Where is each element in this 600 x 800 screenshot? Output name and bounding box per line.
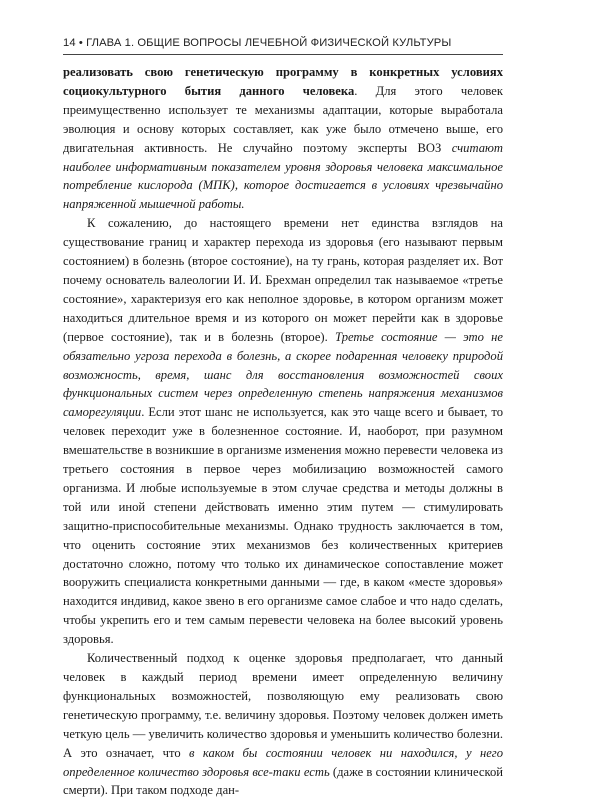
paragraph-2: [63, 214, 503, 649]
bold-phrase: реализовать свою генетическую программу в конкретных условиях социокультурного бытия данного человека: [63, 65, 503, 98]
paragraph-3: [63, 649, 503, 800]
text-run: Количественный подход к оценке здоровья предполагает, что данный человек в каждый период времени имеет определенную величину функциональных возможностей, позволяющую ему реализовать свою генетическую программу, т.е. величину здоровья. Поэтому человек должен иметь четкую цель — увеличить количество здоровья и уменьшить количество болезни. А это означает, что: [63, 651, 503, 760]
text-run: К сожалению, до настоящего времени нет единства взглядов на существование границ и характер перехода из здоровья (его называют первым состоянием) в болезнь (второе состояние), на ту грань, которая разделяет их. Вот почему основатель валеологии И. И. Брехман определил так называемое «третье состояние», характеризуя его как неполное здоровье, в котором организм может находиться длительное время и из которого он может перейти как в здоровье (первое состояние), так и в болезнь (второе).: [63, 216, 503, 344]
italic-phrase: в каком бы состоянии человек ни находился, у него определенное количество здоровья все-таки есть: [63, 745, 504, 779]
text-run: . Для этого человек преимущественно использует те механизмы адаптации, которые выработала эволюция и основу которых составляет, как уже было отмечено выше, его двигательная активность. Не случайно поэтому эксперты ВОЗ: [63, 83, 503, 155]
header-bullet: •: [78, 37, 83, 49]
text-run: . Если этот шанс не используется, как это чаще всего и бывает, то человек переходит уже в болезненное состояние. И, наоборот, при разумном вмешательстве в возникшие в организме изменения можно перевести человека из третьего состояния в первое через мобилизацию возможностей самого организма. И любые используемые в этом случае средства и методы должны в той или иной степени действовать именно этим путем — стимулировать защитно-приспособительные механизмы. Однако трудность заключается в том, что оценить состояние этих механизмов без количественных критериев достаточно сложно, потому что только их динамическое сопоставление может вооружить специалиста конкретными данными — где, в каком «месте здоровья» находится индивид, какое звено в его организме самое слабое и что надо сделать, чтобы укрепить его и тем самым перевести человека на более высокий уровень здоровья.: [63, 405, 503, 647]
text-run: (даже в состоянии клинической смерти). При таком подходе дан-: [63, 764, 503, 798]
running-header: [63, 37, 503, 49]
page-number: 14: [63, 37, 76, 49]
italic-phrase: Третье состояние — это не обязательно угроза перехода в болезнь, а скорее подаренная человеку природой возможность, время, шанс для восстановления возможностей своих функциональных систем через определенную степень напряжения механизмов саморегуляции: [63, 329, 503, 420]
header-rule: [63, 54, 503, 55]
body-text: [63, 63, 503, 800]
italic-phrase: считают наиболее информативным показателем уровня здоровья человека максимальное потребление кислорода (МПК), которое достигается в условиях чрезвычайно напряженной мышечной работы.: [63, 140, 503, 212]
chapter-title: ГЛАВА 1. ОБЩИЕ ВОПРОСЫ ЛЕЧЕБНОЙ ФИЗИЧЕСКОЙ КУЛЬТУРЫ: [86, 37, 452, 49]
paragraph-1: [63, 63, 503, 214]
